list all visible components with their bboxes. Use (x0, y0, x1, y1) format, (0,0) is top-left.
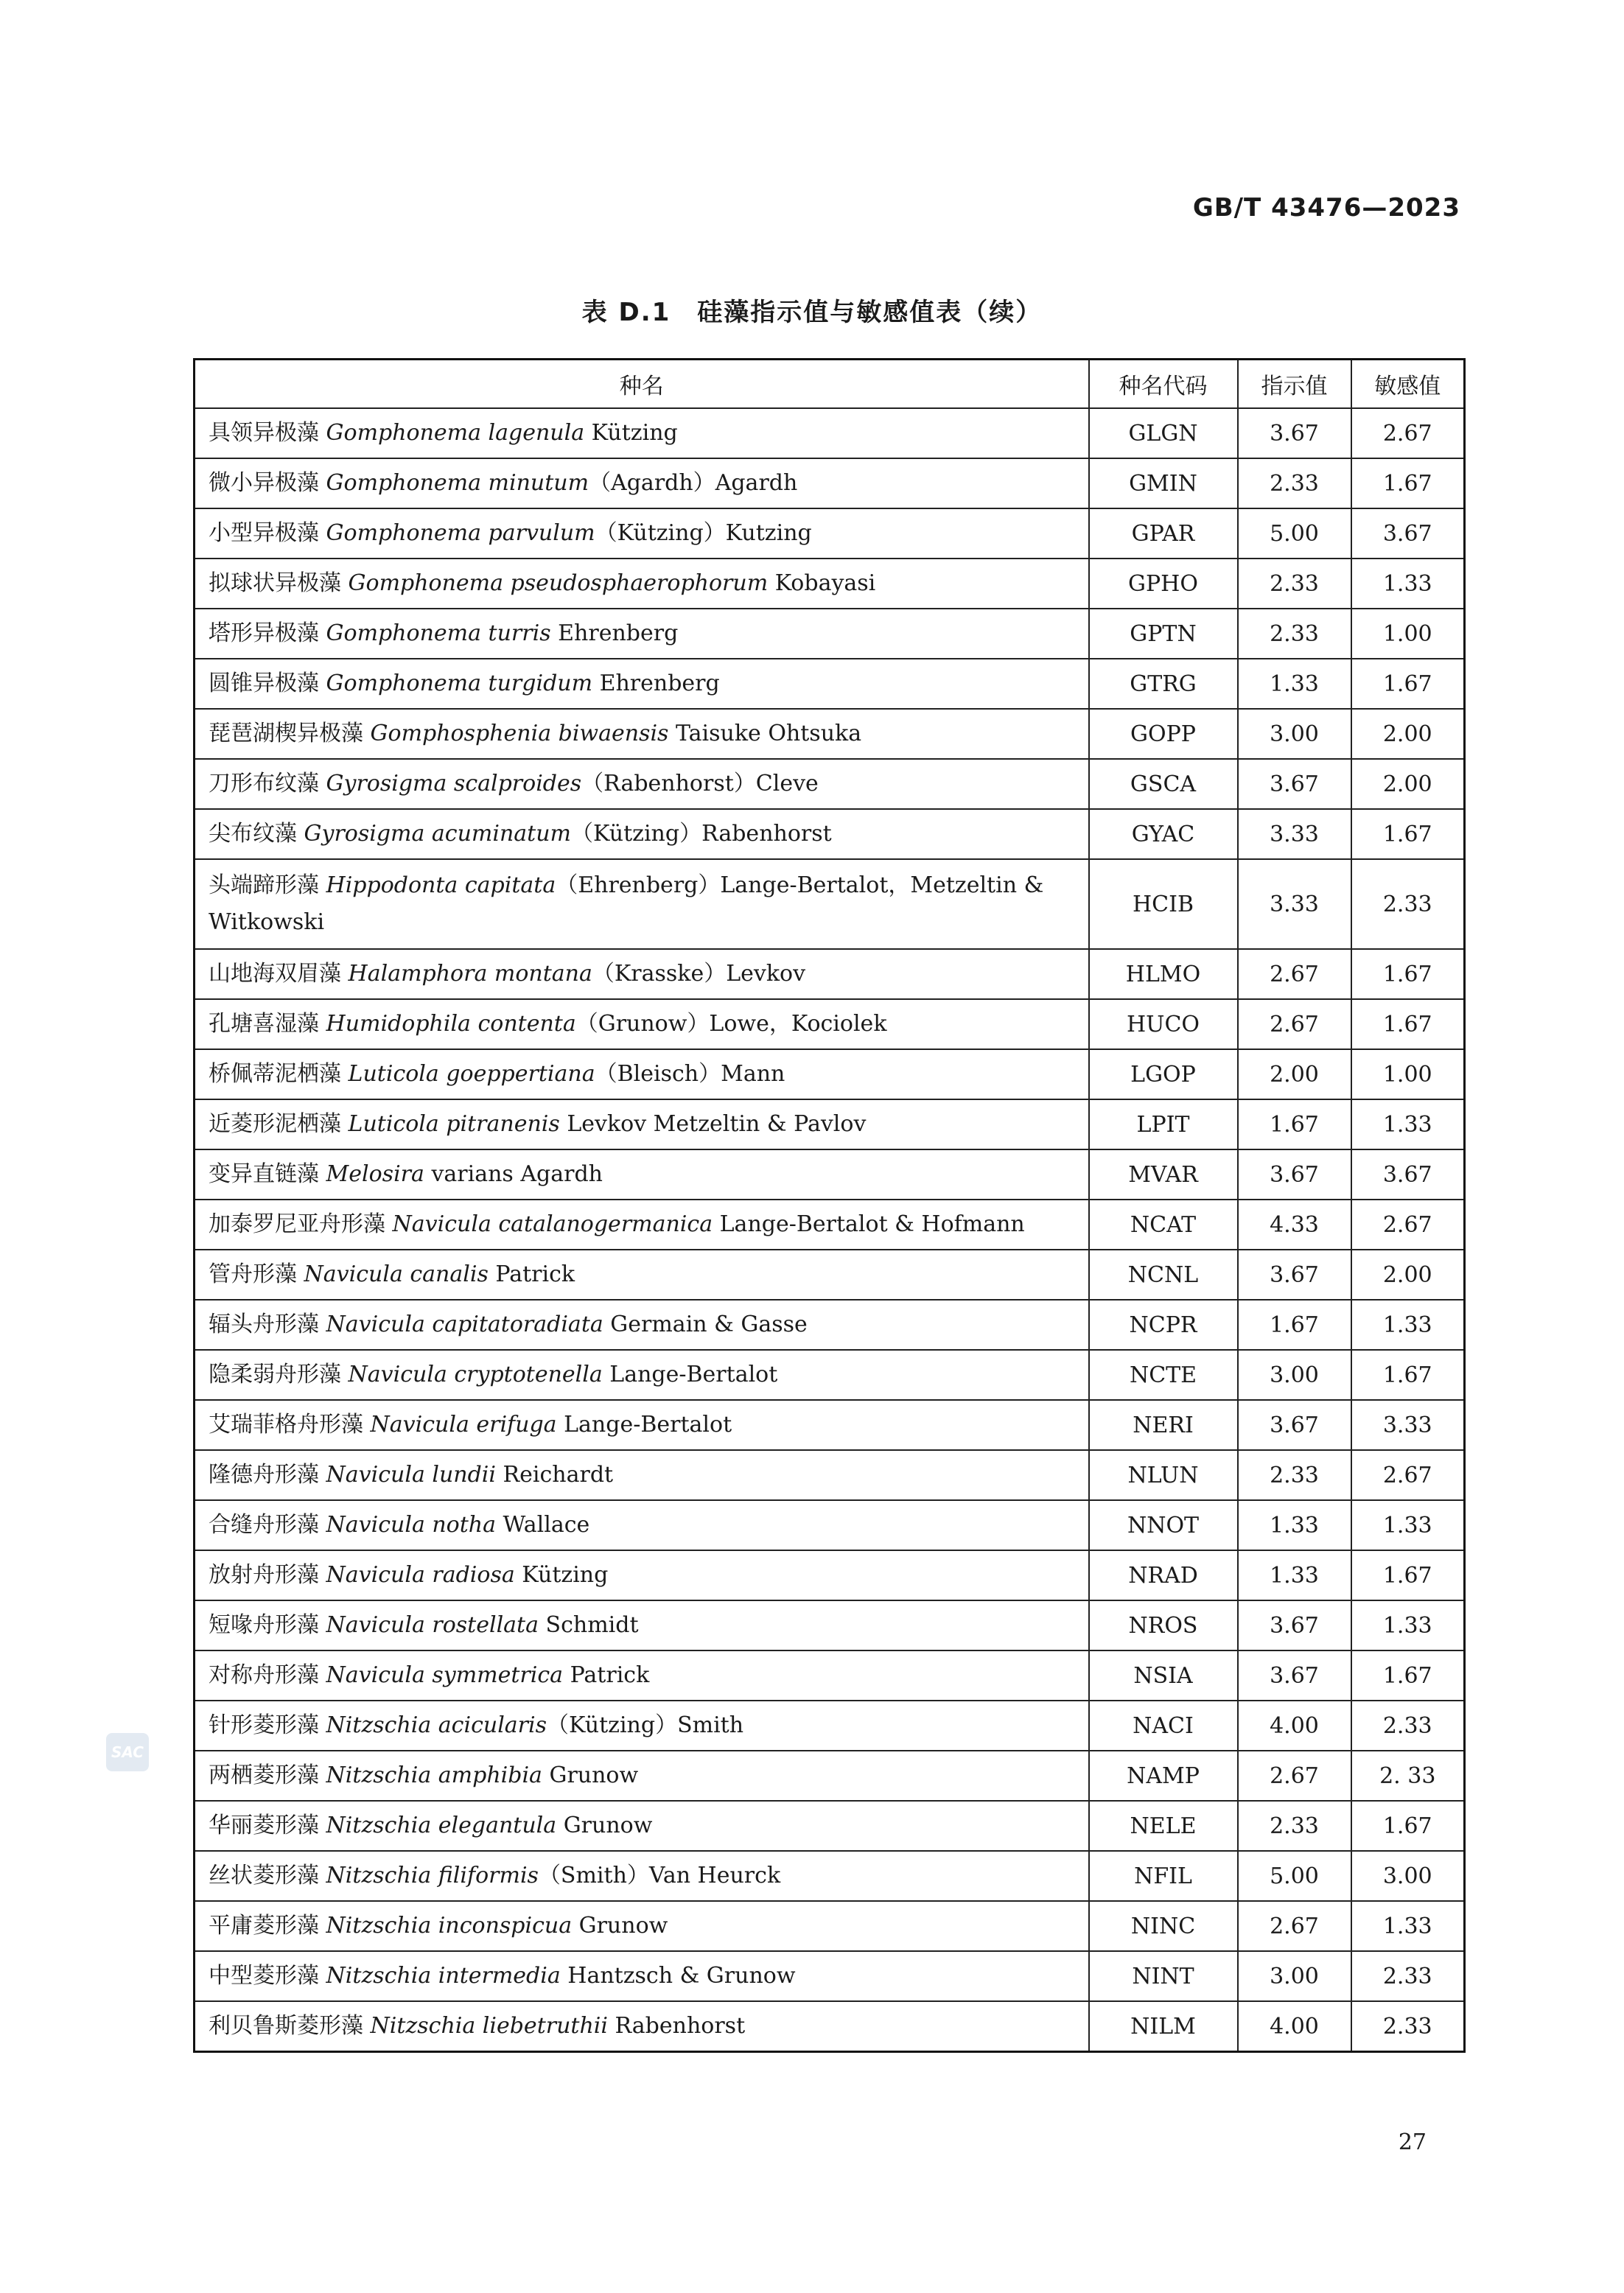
table-row (195, 1350, 1465, 1400)
scientific-name: Nitzschia elegantula (326, 1813, 557, 1838)
chinese-name: 山地海双眉藻 (209, 961, 341, 987)
scientific-name: Nitzschia liebetruthii (370, 2013, 608, 2039)
authority: Patrick (563, 1662, 650, 1688)
authority: Levkov Metzeltin & Pavlov (559, 1111, 867, 1137)
sensitivity-value-cell: 1.67 (1351, 1550, 1465, 1600)
scientific-name: Navicula canalis (304, 1261, 489, 1287)
chinese-name: 拟球状异极藻 (209, 570, 341, 596)
indicator-value-cell: 3.67 (1238, 1149, 1351, 1200)
species-code-cell: NCTE (1089, 1350, 1238, 1400)
species-name-cell (195, 408, 1089, 458)
authority: Reichardt (496, 1462, 614, 1488)
scientific-name: Humidophila contenta (326, 1011, 576, 1037)
species-code-cell: NSIA (1089, 1650, 1238, 1701)
authority: Patrick (488, 1261, 575, 1287)
species-code-cell: NINC (1089, 1901, 1238, 1951)
table-header-row (195, 360, 1465, 409)
sensitivity-value-cell: 3.67 (1351, 1149, 1465, 1200)
authority: （Ehrenberg）Lange-Bertalot，Metzeltin & Witkowski (209, 872, 1044, 935)
indicator-value-cell: 1.33 (1238, 1550, 1351, 1600)
sensitivity-value-cell: 2. 33 (1351, 1751, 1465, 1801)
table-row (195, 1951, 1465, 2001)
header-species-name: 种名 (195, 360, 1089, 409)
chinese-name: 利贝鲁斯菱形藻 (209, 2013, 363, 2039)
chinese-name: 微小异极藻 (209, 470, 319, 496)
sensitivity-value-cell: 1.00 (1351, 1049, 1465, 1099)
authority: Grunow (542, 1762, 639, 1788)
table-row (195, 709, 1465, 759)
scientific-name: Luticola goeppertiana (348, 1061, 595, 1087)
chinese-name: 隐柔弱舟形藻 (209, 1362, 341, 1387)
indicator-value-cell: 4.33 (1238, 1200, 1351, 1250)
table-row (195, 1550, 1465, 1600)
authority: Grunow (556, 1813, 653, 1838)
scientific-name: Gyrosigma acuminatum (304, 821, 572, 847)
species-code-cell: GYAC (1089, 809, 1238, 859)
scientific-name: Gyrosigma scalproides (326, 771, 582, 797)
header-sensitivity-value: 敏感值 (1351, 360, 1465, 409)
chinese-name: 两栖菱形藻 (209, 1762, 319, 1788)
sensitivity-value-cell: 3.33 (1351, 1400, 1465, 1450)
indicator-value-cell: 1.33 (1238, 659, 1351, 709)
authority: （Smith）Van Heurck (538, 1863, 781, 1888)
sensitivity-value-cell: 1.33 (1351, 1600, 1465, 1650)
sensitivity-value-cell: 3.67 (1351, 508, 1465, 559)
table-row (195, 1149, 1465, 1200)
indicator-value-cell: 1.67 (1238, 1300, 1351, 1350)
scientific-name: Melosira (326, 1161, 424, 1187)
authority: （Kützing）Kutzing (595, 520, 812, 546)
header-indicator-value: 指示值 (1238, 360, 1351, 409)
authority: Ehrenberg (592, 671, 720, 696)
table-row (195, 859, 1465, 949)
authority: Lange-Bertalot (556, 1412, 732, 1438)
species-name-cell (195, 1149, 1089, 1200)
species-code-cell: GMIN (1089, 458, 1238, 508)
authority: Kützing (514, 1562, 609, 1588)
species-name-cell (195, 1650, 1089, 1701)
authority: varians Agardh (424, 1161, 603, 1187)
authority: Rabenhorst (607, 2013, 746, 2039)
sensitivity-value-cell: 1.67 (1351, 659, 1465, 709)
species-code-cell: MVAR (1089, 1149, 1238, 1200)
indicator-value-cell: 3.33 (1238, 809, 1351, 859)
species-name-cell (195, 559, 1089, 609)
sensitivity-value-cell: 2.00 (1351, 709, 1465, 759)
table-row (195, 2001, 1465, 2052)
species-code-cell: NCPR (1089, 1300, 1238, 1350)
species-name-cell (195, 709, 1089, 759)
species-name-cell (195, 999, 1089, 1049)
scientific-name: Nitzschia intermedia (326, 1963, 561, 1989)
table-row (195, 1650, 1465, 1701)
scientific-name: Navicula notha (326, 1512, 497, 1538)
sac-watermark-logo: SAC (106, 1733, 149, 1771)
scientific-name: Gomphonema lagenula (326, 420, 585, 446)
species-code-cell: NERI (1089, 1400, 1238, 1450)
species-code-cell: NCNL (1089, 1250, 1238, 1300)
species-code-cell: NCAT (1089, 1200, 1238, 1250)
sensitivity-value-cell: 1.33 (1351, 1500, 1465, 1550)
sensitivity-value-cell: 2.33 (1351, 2001, 1465, 2052)
scientific-name: Gomphonema turgidum (326, 671, 593, 696)
authority: Hantzsch & Grunow (560, 1963, 796, 1989)
sensitivity-value-cell: 1.67 (1351, 949, 1465, 999)
table-row (195, 809, 1465, 859)
species-code-cell: LGOP (1089, 1049, 1238, 1099)
scientific-name: Gomphonema turris (326, 620, 551, 646)
species-name-cell (195, 1250, 1089, 1300)
species-name-cell (195, 1801, 1089, 1851)
scientific-name: Gomphosphenia biwaensis (370, 721, 669, 746)
authority: Lange-Bertalot & Hofmann (713, 1211, 1025, 1237)
sensitivity-value-cell: 1.67 (1351, 1650, 1465, 1701)
sensitivity-value-cell: 2.33 (1351, 859, 1465, 949)
indicator-value-cell: 1.67 (1238, 1099, 1351, 1149)
species-code-cell: GSCA (1089, 759, 1238, 809)
sensitivity-value-cell: 1.33 (1351, 1099, 1465, 1149)
table-row (195, 1751, 1465, 1801)
sensitivity-value-cell: 2.33 (1351, 1951, 1465, 2001)
species-code-cell: NFIL (1089, 1851, 1238, 1901)
species-name-cell (195, 508, 1089, 559)
chinese-name: 华丽菱形藻 (209, 1813, 319, 1838)
chinese-name: 近菱形泥栖藻 (209, 1111, 341, 1137)
authority: （Krasske）Levkov (592, 961, 806, 987)
chinese-name: 中型菱形藻 (209, 1963, 319, 1989)
scientific-name: Luticola pitranenis (348, 1111, 560, 1137)
chinese-name: 合缝舟形藻 (209, 1512, 319, 1538)
sensitivity-value-cell: 2.67 (1351, 1200, 1465, 1250)
species-name-cell (195, 949, 1089, 999)
table-row (195, 458, 1465, 508)
sensitivity-value-cell: 1.33 (1351, 559, 1465, 609)
authority: Schmidt (539, 1612, 639, 1638)
chinese-name: 加泰罗尼亚舟形藻 (209, 1211, 385, 1237)
table-row (195, 508, 1465, 559)
chinese-name: 针形菱形藻 (209, 1712, 319, 1738)
indicator-value-cell: 2.00 (1238, 1049, 1351, 1099)
scientific-name: Navicula erifuga (370, 1412, 557, 1438)
indicator-value-cell: 2.33 (1238, 1801, 1351, 1851)
indicator-value-cell: 3.00 (1238, 709, 1351, 759)
table-row (195, 1250, 1465, 1300)
scientific-name: Navicula catalanogermanica (392, 1211, 713, 1237)
chinese-name: 辐头舟形藻 (209, 1312, 319, 1337)
species-code-cell: NELE (1089, 1801, 1238, 1851)
chinese-name: 孔塘喜湿藻 (209, 1011, 319, 1037)
chinese-name: 头端蹄形藻 (209, 872, 319, 898)
table-row (195, 1500, 1465, 1550)
sensitivity-value-cell: 1.67 (1351, 458, 1465, 508)
table-row (195, 1300, 1465, 1350)
page-number: 27 (1398, 2129, 1427, 2155)
chinese-name: 变异直链藻 (209, 1161, 319, 1187)
table-row (195, 609, 1465, 659)
scientific-name: Gomphonema pseudosphaerophorum (348, 570, 769, 596)
chinese-name: 刀形布纹藻 (209, 771, 319, 797)
chinese-name: 放射舟形藻 (209, 1562, 319, 1588)
chinese-name: 尖布纹藻 (209, 821, 297, 847)
species-name-cell (195, 1200, 1089, 1250)
scientific-name: Gomphonema parvulum (326, 520, 595, 546)
table-row (195, 1099, 1465, 1149)
authority: （Kützing）Rabenhorst (571, 821, 832, 847)
species-code-cell: LPIT (1089, 1099, 1238, 1149)
sensitivity-value-cell: 1.67 (1351, 999, 1465, 1049)
indicator-value-cell: 4.00 (1238, 2001, 1351, 2052)
scientific-name: Halamphora montana (348, 961, 592, 987)
indicator-value-cell: 3.67 (1238, 1650, 1351, 1701)
indicator-value-cell: 2.33 (1238, 609, 1351, 659)
authority: Kobayasi (768, 570, 876, 596)
chinese-name: 对称舟形藻 (209, 1662, 319, 1688)
chinese-name: 桥佩蒂泥栖藻 (209, 1061, 341, 1087)
species-code-cell: NROS (1089, 1600, 1238, 1650)
scientific-name: Navicula rostellata (326, 1612, 539, 1638)
species-name-cell (195, 1550, 1089, 1600)
scientific-name: Navicula cryptotenella (348, 1362, 603, 1387)
authority: Wallace (496, 1512, 590, 1538)
table-row (195, 1851, 1465, 1901)
indicator-value-cell: 2.67 (1238, 1901, 1351, 1951)
table-title: 表 D.1 硅藻指示值与敏感值表（续） (581, 298, 1043, 327)
table-row (195, 1901, 1465, 1951)
sensitivity-value-cell: 2.67 (1351, 1450, 1465, 1500)
header-species-code: 种名代码 (1089, 360, 1238, 409)
species-code-cell: NLUN (1089, 1450, 1238, 1500)
sensitivity-value-cell: 1.67 (1351, 1350, 1465, 1400)
indicator-value-cell: 3.67 (1238, 1600, 1351, 1650)
chinese-name: 琵琶湖楔异极藻 (209, 721, 363, 746)
sensitivity-value-cell: 1.00 (1351, 609, 1465, 659)
species-name-cell (195, 1099, 1089, 1149)
species-name-cell (195, 1751, 1089, 1801)
authority: （Rabenhorst）Cleve (581, 771, 819, 797)
chinese-name: 平庸菱形藻 (209, 1913, 319, 1939)
scientific-name: Navicula capitatoradiata (326, 1312, 603, 1337)
chinese-name: 塔形异极藻 (209, 620, 319, 646)
table-row (195, 1600, 1465, 1650)
species-code-cell: GPHO (1089, 559, 1238, 609)
species-code-cell: GPAR (1089, 508, 1238, 559)
indicator-value-cell: 3.00 (1238, 1951, 1351, 2001)
indicator-value-cell: 2.67 (1238, 999, 1351, 1049)
sensitivity-value-cell: 3.00 (1351, 1851, 1465, 1901)
indicator-value-cell: 3.67 (1238, 1250, 1351, 1300)
species-name-cell (195, 1300, 1089, 1350)
species-code-cell: NRAD (1089, 1550, 1238, 1600)
scientific-name: Nitzschia inconspicua (326, 1913, 573, 1939)
sensitivity-value-cell: 2.67 (1351, 408, 1465, 458)
authority: Taisuke Ohtsuka (668, 721, 862, 746)
species-code-cell: GLGN (1089, 408, 1238, 458)
authority: Lange-Bertalot (602, 1362, 778, 1387)
authority: （Agardh）Agardh (589, 470, 798, 496)
table-row (195, 1049, 1465, 1099)
scientific-name: Navicula lundii (326, 1462, 496, 1488)
indicator-value-cell: 2.33 (1238, 1450, 1351, 1500)
indicator-value-cell: 3.33 (1238, 859, 1351, 949)
authority: Germain & Gasse (603, 1312, 808, 1337)
indicator-value-cell: 4.00 (1238, 1701, 1351, 1751)
scientific-name: Nitzschia amphibia (326, 1762, 542, 1788)
table-body (195, 408, 1465, 2052)
species-name-cell (195, 1500, 1089, 1550)
scientific-name: Navicula symmetrica (326, 1662, 564, 1688)
species-name-cell (195, 759, 1089, 809)
chinese-name: 管舟形藻 (209, 1261, 297, 1287)
species-name-cell (195, 2001, 1089, 2052)
species-name-cell (195, 1350, 1089, 1400)
indicator-value-cell: 1.33 (1238, 1500, 1351, 1550)
sensitivity-value-cell: 1.33 (1351, 1300, 1465, 1350)
species-name-cell (195, 1450, 1089, 1500)
indicator-value-cell: 3.67 (1238, 1400, 1351, 1450)
species-name-cell (195, 659, 1089, 709)
chinese-name: 小型异极藻 (209, 520, 319, 546)
authority: Kützing (584, 420, 678, 446)
species-name-cell (195, 609, 1089, 659)
chinese-name: 艾瑞菲格舟形藻 (209, 1412, 363, 1438)
scientific-name: Hippodonta capitata (326, 872, 556, 898)
table-row (195, 559, 1465, 609)
authority: （Bleisch）Mann (595, 1061, 785, 1087)
table-row (195, 659, 1465, 709)
species-code-cell: NAMP (1089, 1751, 1238, 1801)
indicator-value-cell: 3.67 (1238, 759, 1351, 809)
indicator-value-cell: 2.67 (1238, 1751, 1351, 1801)
species-name-cell (195, 1951, 1089, 2001)
indicator-value-cell: 2.33 (1238, 559, 1351, 609)
scientific-name: Navicula radiosa (326, 1562, 515, 1588)
indicator-value-cell: 3.67 (1238, 408, 1351, 458)
species-name-cell (195, 1400, 1089, 1450)
indicator-value-cell: 5.00 (1238, 508, 1351, 559)
indicator-value-cell: 3.00 (1238, 1350, 1351, 1400)
sensitivity-value-cell: 2.00 (1351, 759, 1465, 809)
species-name-cell (195, 809, 1089, 859)
table-row (195, 1450, 1465, 1500)
table-row (195, 759, 1465, 809)
authority: （Grunow）Lowe，Kociolek (575, 1011, 887, 1037)
indicator-value-cell: 5.00 (1238, 1851, 1351, 1901)
table-row (195, 949, 1465, 999)
chinese-name: 具领异极藻 (209, 420, 319, 446)
sensitivity-value-cell: 1.67 (1351, 1801, 1465, 1851)
species-code-cell: GOPP (1089, 709, 1238, 759)
table-row (195, 1400, 1465, 1450)
species-name-cell (195, 1049, 1089, 1099)
species-code-cell: NINT (1089, 1951, 1238, 2001)
species-name-cell (195, 1901, 1089, 1951)
table-row (195, 1701, 1465, 1751)
species-code-cell: HCIB (1089, 859, 1238, 949)
table-row (195, 408, 1465, 458)
authority: （Kützing）Smith (547, 1712, 744, 1738)
species-name-cell (195, 1851, 1089, 1901)
table-row (195, 999, 1465, 1049)
sensitivity-value-cell: 2.00 (1351, 1250, 1465, 1300)
table-row (195, 1200, 1465, 1250)
species-name-cell (195, 458, 1089, 508)
indicator-value-cell: 2.33 (1238, 458, 1351, 508)
species-code-cell: HUCO (1089, 999, 1238, 1049)
species-code-cell: NNOT (1089, 1500, 1238, 1550)
table-row (195, 1801, 1465, 1851)
species-name-cell (195, 859, 1089, 949)
sensitivity-value-cell: 1.33 (1351, 1901, 1465, 1951)
standard-number: GB/T 43476—2023 (1192, 193, 1460, 223)
species-name-cell (195, 1600, 1089, 1650)
species-code-cell: GPTN (1089, 609, 1238, 659)
species-code-cell: GTRG (1089, 659, 1238, 709)
sensitivity-value-cell: 2.33 (1351, 1701, 1465, 1751)
chinese-name: 圆锥异极藻 (209, 671, 319, 696)
indicator-value-cell: 2.67 (1238, 949, 1351, 999)
sensitivity-value-cell: 1.67 (1351, 809, 1465, 859)
chinese-name: 丝状菱形藻 (209, 1863, 319, 1888)
species-name-cell (195, 1701, 1089, 1751)
authority: Grunow (572, 1913, 668, 1939)
authority: Ehrenberg (550, 620, 679, 646)
species-code-cell: NACI (1089, 1701, 1238, 1751)
diatom-index-table (193, 358, 1466, 2053)
chinese-name: 短喙舟形藻 (209, 1612, 319, 1638)
chinese-name: 隆德舟形藻 (209, 1462, 319, 1488)
species-code-cell: HLMO (1089, 949, 1238, 999)
scientific-name: Gomphonema minutum (326, 470, 589, 496)
scientific-name: Nitzschia acicularis (326, 1712, 547, 1738)
species-code-cell: NILM (1089, 2001, 1238, 2052)
scientific-name: Nitzschia filiformis (326, 1863, 539, 1888)
